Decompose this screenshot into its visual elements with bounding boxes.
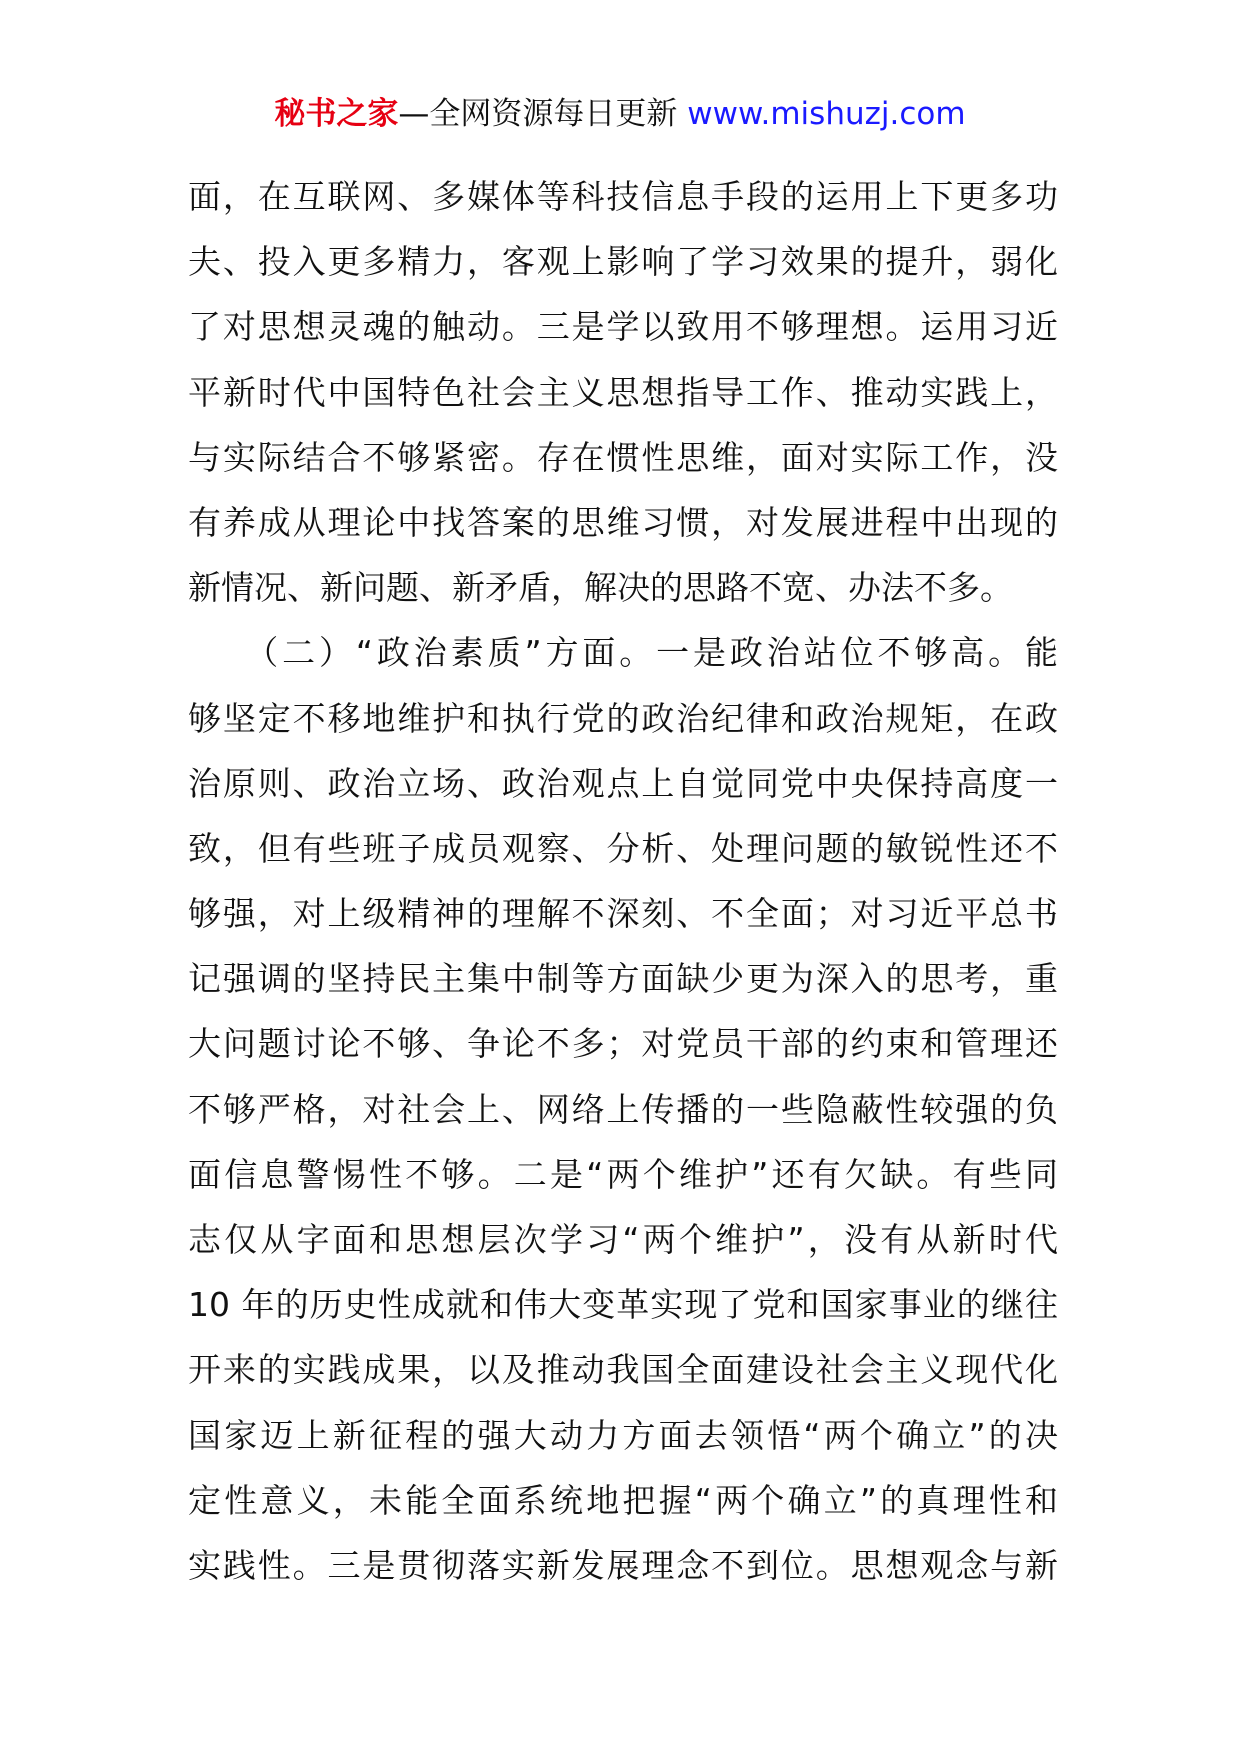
text-line: 夫、投入更多精力，客观上影响了学习效果的提升，弱化 bbox=[188, 242, 1058, 282]
text-line: 致，但有些班子成员观察、分析、处理问题的敏锐性还不 bbox=[188, 828, 1058, 868]
header-url-link[interactable]: www.mishuzj.com bbox=[687, 96, 966, 132]
header-separator: — bbox=[398, 96, 430, 132]
text-line: 平新时代中国特色社会主义思想指导工作、推动实践上， bbox=[188, 372, 1058, 412]
page-header bbox=[0, 92, 1240, 136]
text-line: 10 年的历史性成就和伟大变革实现了党和国家事业的继往 bbox=[188, 1285, 1058, 1325]
text-line: 面，在互联网、多媒体等科技信息手段的运用上下更多功 bbox=[188, 177, 1058, 216]
header-slogan: 全网资源每日更新 bbox=[429, 96, 688, 132]
text-line: 够强，对上级精神的理解不深刻、不全面；对习近平总书 bbox=[188, 894, 1058, 934]
text-line: 面信息警惕性不够。二是“两个维护”还有欠缺。有些同 bbox=[188, 1154, 1058, 1194]
text-line: 与实际结合不够紧密。存在惯性思维，面对实际工作，没 bbox=[188, 437, 1058, 477]
text-line: 够坚定不移地维护和执行党的政治纪律和政治规矩，在政 bbox=[188, 698, 1058, 738]
brand-name: 秘书之家 bbox=[274, 96, 399, 132]
text-line: 了对思想灵魂的触动。三是学以致用不够理想。运用习近 bbox=[188, 307, 1058, 347]
text-line: 实践性。三是贯彻落实新发展理念不到位。思想观念与新 bbox=[188, 1545, 1058, 1585]
text-line: 有养成从理论中找答案的思维习惯，对发展进程中出现的 bbox=[188, 502, 1058, 542]
document-body bbox=[188, 164, 1058, 1598]
text-line: 志仅从字面和思想层次学习“两个维护”，没有从新时代 bbox=[188, 1220, 1058, 1259]
text-line: 不够严格，对社会上、网络上传播的一些隐蔽性较强的负 bbox=[188, 1089, 1058, 1129]
text-line: 大问题讨论不够、争论不多；对党员干部的约束和管理还 bbox=[188, 1024, 1058, 1064]
text-line: 定性意义，未能全面系统地把握“两个确立”的真理性和 bbox=[188, 1480, 1058, 1520]
text-line: 开来的实践成果，以及推动我国全面建设社会主义现代化 bbox=[188, 1350, 1058, 1390]
paragraph-end-line: 新情况、新问题、新矛盾，解决的思路不宽、办法不多。 bbox=[188, 568, 1013, 608]
text-line: 治原则、政治立场、政治观点上自觉同党中央保持高度一 bbox=[188, 763, 1058, 803]
text-line: （二）“政治素质”方面。一是政治站位不够高。能 bbox=[188, 633, 1058, 673]
text-line: 记强调的坚持民主集中制等方面缺少更为深入的思考，重 bbox=[188, 959, 1058, 999]
text-line: 国家迈上新征程的强大动力方面去领悟“两个确立”的决 bbox=[188, 1415, 1058, 1455]
